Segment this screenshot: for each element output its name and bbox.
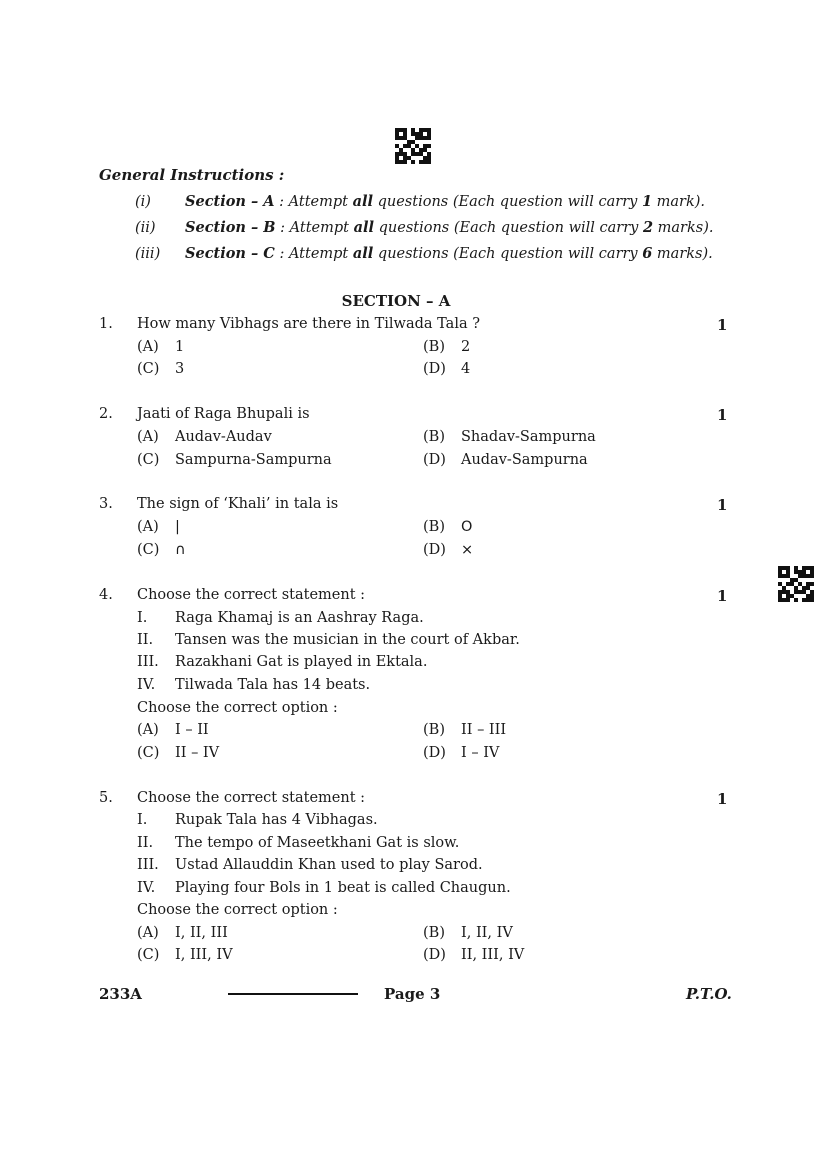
instruction-all: all xyxy=(352,193,373,210)
option-a xyxy=(137,339,184,355)
question-number: 1. xyxy=(99,316,113,332)
option-text: 3 xyxy=(175,361,185,377)
question-number: 3. xyxy=(99,496,113,512)
option-label: (A) xyxy=(137,925,159,941)
instructions-heading: General Instructions : xyxy=(99,166,285,184)
paper-code: 233A xyxy=(99,985,142,1003)
statement-number: II. xyxy=(137,835,154,851)
question-text: How many Vibhags are there in Tilwada Tala ? xyxy=(137,316,480,332)
statement-text: The tempo of Maseetkhani Gat is slow. xyxy=(175,835,460,851)
option-label: (A) xyxy=(137,519,159,535)
option-prompt: Choose the correct option : xyxy=(137,902,338,918)
option-text: I – IV xyxy=(461,745,500,761)
option-b xyxy=(423,339,470,355)
section-title: SECTION – A xyxy=(341,292,451,310)
option-label: (B) xyxy=(423,339,445,355)
statement-item xyxy=(137,632,520,648)
statement-text: Ustad Allauddin Khan used to play Sarod. xyxy=(175,857,483,873)
statement-item xyxy=(137,677,370,693)
option-label: (D) xyxy=(423,361,446,377)
statement-item xyxy=(137,812,378,828)
option-text: 2 xyxy=(461,339,471,355)
statement-text: Playing four Bols in 1 beat is called Chaugun. xyxy=(175,880,511,896)
instruction-text: marks). xyxy=(653,220,714,236)
instruction-item xyxy=(135,219,713,236)
option-text: Audav-Audav xyxy=(175,429,272,445)
instruction-number: (i) xyxy=(135,194,151,210)
instruction-number: (iii) xyxy=(135,246,161,262)
option-text: Sampurna-Sampurna xyxy=(175,452,332,468)
question-marks: 1 xyxy=(717,406,728,424)
option-label: (C) xyxy=(137,361,160,377)
option-label: (A) xyxy=(137,339,159,355)
option-label: (A) xyxy=(137,722,159,738)
instruction-all: all xyxy=(353,219,375,236)
option-text: I, III, IV xyxy=(175,947,233,963)
option-prompt: Choose the correct option : xyxy=(137,700,338,716)
option-b xyxy=(423,722,506,738)
option-text: | xyxy=(175,519,180,535)
option-a xyxy=(137,429,272,445)
option-text: I, II, IV xyxy=(461,925,513,941)
instruction-text: questions (Each question will carry xyxy=(373,246,643,262)
question-text: Choose the correct statement : xyxy=(137,790,366,806)
qr-code-icon xyxy=(395,128,431,164)
question-text: The sign of ‘Khali’ in tala is xyxy=(137,496,339,512)
instruction-text: : Attempt xyxy=(275,220,354,236)
statement-number: III. xyxy=(137,857,159,873)
option-text: 4 xyxy=(461,361,471,377)
instruction-text: questions (Each question will carry xyxy=(373,194,642,210)
question-marks: 1 xyxy=(717,587,728,605)
instruction-section: Section – C xyxy=(185,245,275,262)
footer-divider xyxy=(228,993,358,995)
option-a xyxy=(137,925,228,941)
instruction-section: Section – B xyxy=(185,219,276,236)
statement-item xyxy=(137,880,511,896)
option-label: (C) xyxy=(137,452,160,468)
option-d xyxy=(423,452,588,468)
option-text: Audav-Sampurna xyxy=(461,452,588,468)
option-text: II, III, IV xyxy=(461,947,525,963)
side-qr-code-icon xyxy=(778,566,814,602)
statement-item xyxy=(137,654,427,670)
option-b xyxy=(423,925,513,941)
page-number: Page 3 xyxy=(384,985,441,1003)
instruction-text: mark). xyxy=(652,194,706,210)
option-c xyxy=(137,745,219,761)
option-a xyxy=(137,722,209,738)
instruction-text: : Attempt xyxy=(274,194,353,210)
question-number: 4. xyxy=(99,587,113,603)
option-text: II – IV xyxy=(175,745,220,761)
option-d xyxy=(423,361,470,377)
instruction-marks: 1 xyxy=(641,193,653,210)
question-marks: 1 xyxy=(717,316,728,334)
statement-number: IV. xyxy=(137,677,156,693)
option-text: I, II, III xyxy=(175,925,228,941)
statement-item xyxy=(137,857,483,873)
instruction-item xyxy=(135,193,705,210)
option-c xyxy=(137,452,332,468)
instruction-marks: 2 xyxy=(642,219,654,236)
instruction-text: marks). xyxy=(652,246,713,262)
option-c xyxy=(137,947,233,963)
option-a xyxy=(137,519,180,535)
option-text: O xyxy=(461,519,473,535)
statement-item xyxy=(137,835,459,851)
statement-number: II. xyxy=(137,632,154,648)
option-label: (C) xyxy=(137,745,160,761)
option-label: (C) xyxy=(137,947,160,963)
option-label: (B) xyxy=(423,722,445,738)
instruction-text: : Attempt xyxy=(274,246,353,262)
instruction-section: Section – A xyxy=(185,193,275,210)
question-number: 5. xyxy=(99,790,113,806)
instruction-text: questions (Each question will carry xyxy=(374,220,643,236)
question-number: 2. xyxy=(99,406,113,422)
option-c xyxy=(137,542,186,558)
option-text: × xyxy=(461,542,474,558)
option-b xyxy=(423,519,472,535)
statement-text: Raga Khamaj is an Aashray Raga. xyxy=(175,610,424,626)
option-d xyxy=(423,542,473,558)
question-marks: 1 xyxy=(717,790,728,808)
question-text: Choose the correct statement : xyxy=(137,587,366,603)
instruction-marks: 6 xyxy=(642,245,653,262)
statement-number: III. xyxy=(137,654,159,670)
option-text: Shadav-Sampurna xyxy=(461,429,596,445)
statement-text: Tilwada Tala has 14 beats. xyxy=(175,677,371,693)
statement-item xyxy=(137,610,424,626)
statement-number: I. xyxy=(137,812,148,828)
statement-text: Razakhani Gat is played in Ektala. xyxy=(175,654,428,670)
option-label: (B) xyxy=(423,429,445,445)
instruction-number: (ii) xyxy=(135,220,156,236)
option-b xyxy=(423,429,596,445)
option-text: 1 xyxy=(175,339,185,355)
instruction-item xyxy=(135,245,713,262)
option-d xyxy=(423,745,499,761)
option-label: (C) xyxy=(137,542,160,558)
option-text: ∩ xyxy=(175,542,186,558)
statement-number: I. xyxy=(137,610,148,626)
question-marks: 1 xyxy=(717,496,728,514)
option-text: II – III xyxy=(461,722,507,738)
statement-text: Tansen was the musician in the court of Akbar. xyxy=(175,632,520,648)
statement-number: IV. xyxy=(137,880,156,896)
option-c xyxy=(137,361,184,377)
question-text: Jaati of Raga Bhupali is xyxy=(137,406,310,422)
option-d xyxy=(423,947,524,963)
instruction-all: all xyxy=(352,245,374,262)
option-label: (D) xyxy=(423,452,446,468)
option-label: (B) xyxy=(423,519,445,535)
statement-text: Rupak Tala has 4 Vibhagas. xyxy=(175,812,378,828)
please-turn-over: P.T.O. xyxy=(686,985,732,1003)
option-label: (D) xyxy=(423,542,446,558)
option-label: (A) xyxy=(137,429,159,445)
option-label: (B) xyxy=(423,925,445,941)
option-label: (D) xyxy=(423,745,446,761)
option-label: (D) xyxy=(423,947,446,963)
option-text: I – II xyxy=(175,722,209,738)
